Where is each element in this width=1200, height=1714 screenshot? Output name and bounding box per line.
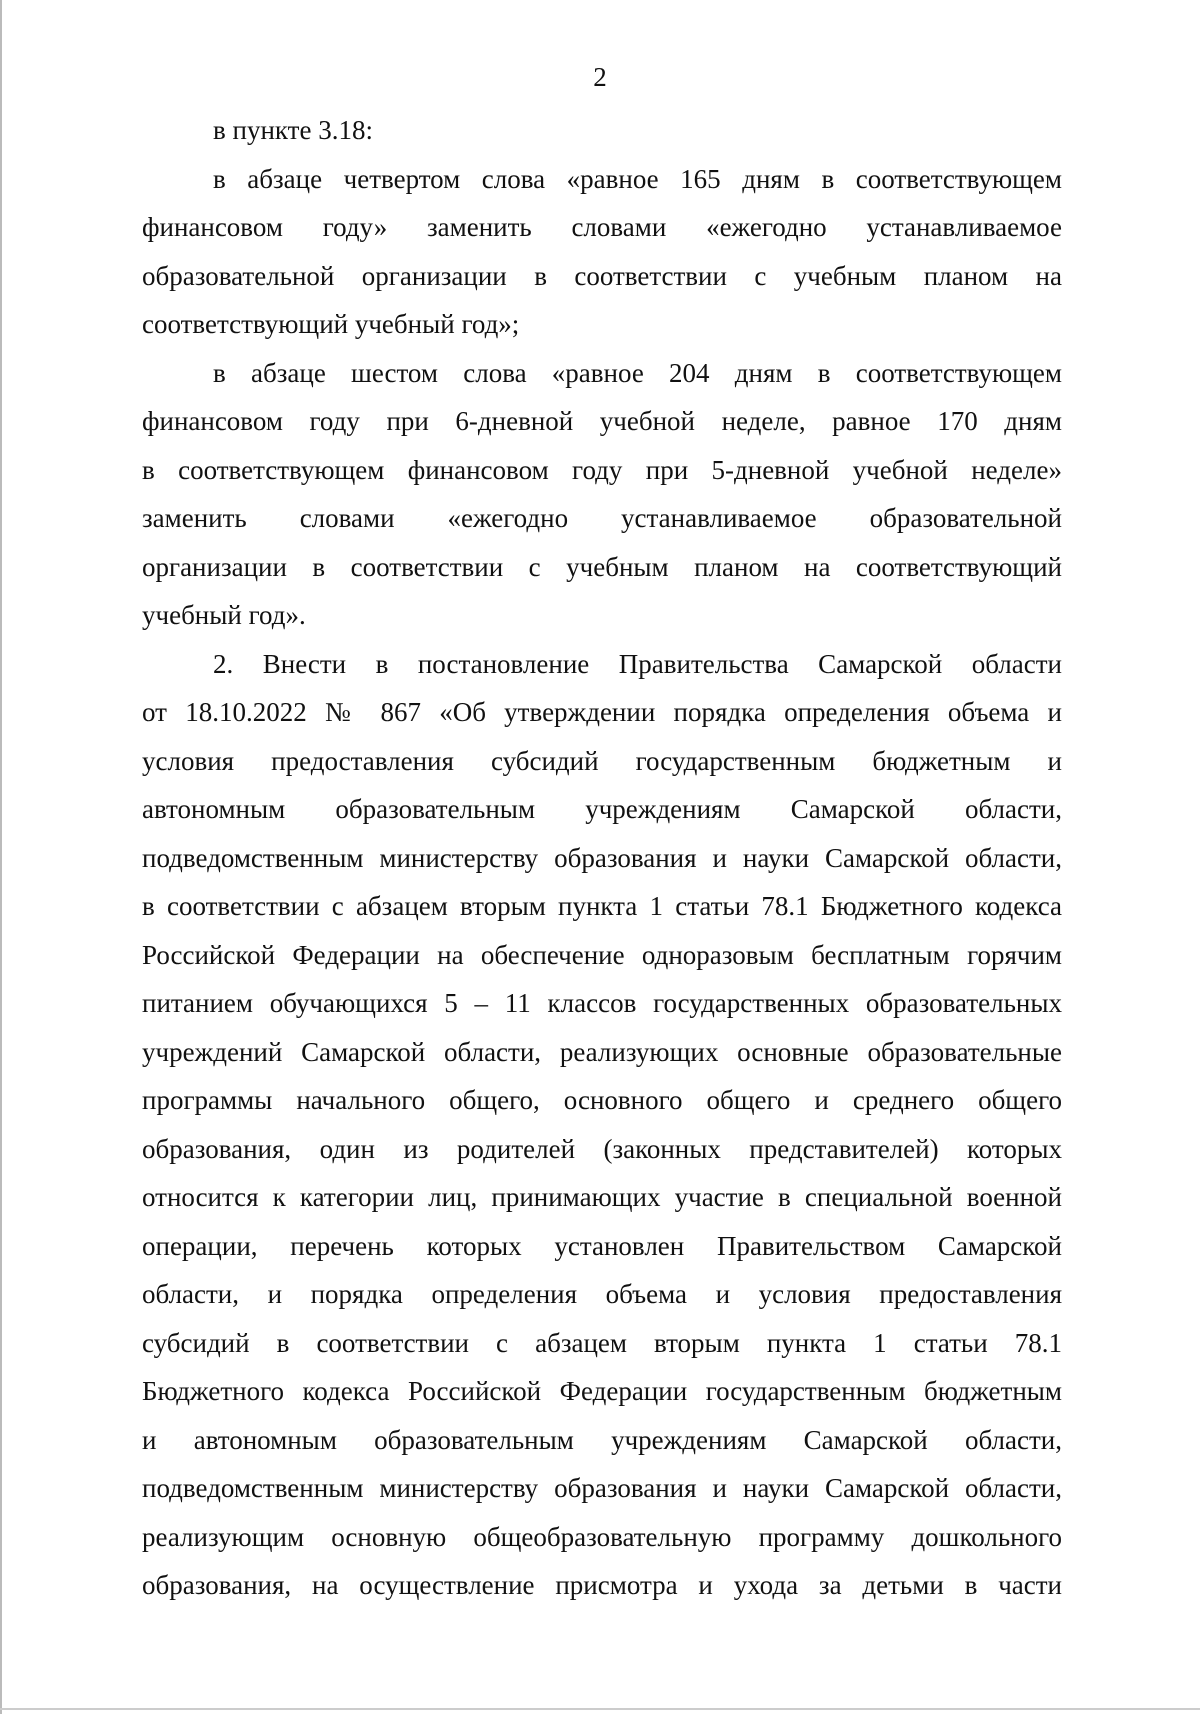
text-line: питанием обучающихся 5 – 11 классов государственных образовательных bbox=[142, 988, 1062, 1018]
text-line: образования, один из родителей (законных представителей) которых bbox=[142, 1133, 1062, 1164]
text-line: в абзаце четвертом слова «равное 165 дням в соответствующем bbox=[213, 163, 1062, 194]
text-line: образовательной организации в соответствии с учебным планом на bbox=[142, 260, 1062, 291]
text-line: 2. Внести в постановление Правительства Самарской области bbox=[213, 648, 1062, 679]
text-line: в абзаце шестом слова «равное 204 дням в соответствующем bbox=[213, 357, 1062, 388]
text-line: учебный год». bbox=[142, 600, 306, 630]
text-line: Российской Федерации на обеспечение одноразовым бесплатным горячим bbox=[142, 939, 1062, 970]
text-line: и автономным образовательным учреждениям Самарской области, bbox=[142, 1424, 1062, 1455]
text-line: подведомственным министерству образования и науки Самарской области, bbox=[142, 1473, 1062, 1503]
text-line: в пункте 3.18: bbox=[213, 115, 373, 145]
text-line: подведомственным министерству образования и науки Самарской области, bbox=[142, 842, 1062, 873]
scan-edge-mark bbox=[0, 1708, 1200, 1710]
text-line: организации в соответствии с учебным планом на соответствующий bbox=[142, 551, 1062, 582]
text-line: реализующим основную общеобразовательную программу дошкольного bbox=[142, 1521, 1062, 1552]
text-line: финансовом году при 6-дневной учебной неделе, равное 170 дням bbox=[142, 406, 1062, 436]
text-line: соответствующий учебный год»; bbox=[142, 309, 520, 339]
page-number: 2 bbox=[593, 62, 607, 92]
text-line: программы начального общего, основного общего и среднего общего bbox=[142, 1085, 1062, 1115]
text-line: условия предоставления субсидий государственным бюджетным и bbox=[142, 745, 1062, 776]
text-line: заменить словами «ежегодно устанавливаемое образовательной bbox=[142, 503, 1062, 533]
scan-edge-mark bbox=[0, 0, 2, 1714]
text-line: Бюджетного кодекса Российской Федерации государственным бюджетным bbox=[142, 1376, 1062, 1406]
text-line: учреждений Самарской области, реализующих основные образовательные bbox=[142, 1036, 1062, 1067]
text-line: финансовом году» заменить словами «ежегодно устанавливаемое bbox=[142, 212, 1062, 242]
text-line: относится к категории лиц, принимающих участие в специальной военной bbox=[142, 1182, 1062, 1212]
text-line: операции, перечень которых установлен Правительством Самарской bbox=[142, 1230, 1062, 1261]
text-line: субсидий в соответствии с абзацем вторым пункта 1 статьи 78.1 bbox=[142, 1327, 1062, 1358]
text-line: образования, на осуществление присмотра и ухода за детьми в части bbox=[142, 1570, 1062, 1600]
text-line: в соответствующем финансовом году при 5-дневной учебной неделе» bbox=[142, 454, 1062, 485]
text-line: автономным образовательным учреждениям Самарской области, bbox=[142, 794, 1062, 824]
document-body bbox=[142, 106, 1062, 1610]
text-line: области, и порядка определения объема и условия предоставления bbox=[142, 1279, 1062, 1309]
text-line: в соответствии с абзацем вторым пункта 1 статьи 78.1 Бюджетного кодекса bbox=[142, 891, 1062, 921]
text-line: от 18.10.2022 № 867 «Об утверждении порядка определения объема и bbox=[142, 697, 1062, 727]
